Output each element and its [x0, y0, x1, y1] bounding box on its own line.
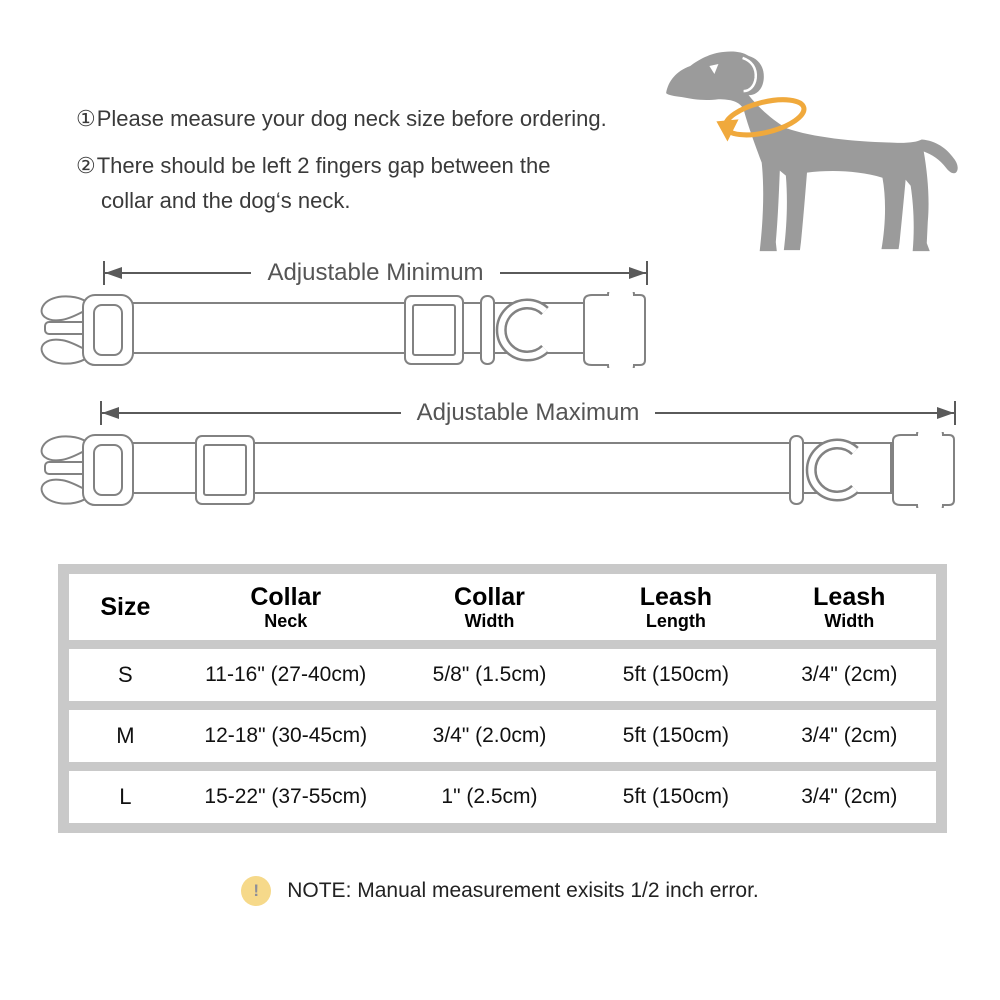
- cell-leash-width: 3/4" (2cm): [801, 724, 898, 747]
- dimension-endbar: [646, 261, 648, 285]
- cell-size: S: [118, 662, 133, 687]
- instruction-item: [76, 148, 651, 218]
- cell-collar-neck: 11-16" (27-40cm): [205, 663, 367, 686]
- cell-leash-width: 3/4" (2cm): [801, 663, 898, 686]
- column-header-size: Size: [100, 592, 151, 621]
- buckle-male-icon: [42, 295, 133, 365]
- dog-illustration: [652, 28, 964, 266]
- buckle-female-icon: [893, 432, 954, 508]
- arrowhead-right-icon: [937, 407, 954, 419]
- instruction-text: Please measure your dog neck size before ordering.: [96, 106, 607, 131]
- strap-keeper-icon: [790, 436, 803, 504]
- size-table: [58, 564, 947, 833]
- dimension-line: [105, 272, 251, 274]
- table-row: [69, 710, 936, 762]
- cell-leash-length: 5ft (150cm): [622, 724, 729, 747]
- instruction-item: [76, 101, 651, 136]
- table-row: [69, 771, 936, 823]
- cell-collar-width: 1" (2.5cm): [441, 785, 538, 808]
- cell-collar-width: 3/4" (2.0cm): [432, 724, 547, 747]
- arrowhead-left-icon: [102, 407, 119, 419]
- instruction-number: ①: [76, 106, 96, 131]
- dimension-label: Adjustable Minimum: [267, 259, 484, 286]
- cell-collar-neck: 12-18" (30-45cm): [204, 724, 368, 747]
- cell-collar-width: 5/8" (1.5cm): [432, 663, 547, 686]
- buckle-male-icon: [42, 435, 133, 505]
- strap-keeper-icon: [481, 296, 494, 364]
- table-row: [69, 649, 936, 701]
- max-dimension-arrow: [100, 400, 956, 426]
- dog-silhouette: [666, 52, 958, 252]
- dimension-line: [655, 412, 954, 414]
- table-header-row: [69, 574, 936, 640]
- cell-size: L: [119, 784, 132, 809]
- instructions-section: [76, 101, 651, 230]
- dimension-endbar: [954, 401, 956, 425]
- tri-glide-slider-icon: [196, 436, 254, 504]
- instruction-text: collar and the dog‘s neck.: [101, 188, 351, 213]
- tri-glide-slider-icon: [405, 296, 463, 364]
- note-section: [0, 876, 1000, 906]
- cell-collar-neck: 15-22" (37-55cm): [204, 785, 368, 808]
- dimension-line: [102, 412, 401, 414]
- cell-leash-length: 5ft (150cm): [622, 785, 729, 808]
- dimension-label: Adjustable Maximum: [416, 399, 640, 426]
- note-text: NOTE: Manual measurement exisits 1/2 inch error.: [287, 879, 759, 902]
- min-dimension-arrow: [103, 260, 648, 286]
- dimension-line: [500, 272, 646, 274]
- cell-leash-width: 3/4" (2cm): [801, 785, 898, 808]
- instruction-text: There should be left 2 fingers gap between the: [96, 153, 551, 178]
- cell-size: M: [116, 723, 135, 748]
- instruction-number: ②: [76, 153, 96, 178]
- column-header-collar-neck: Collar Neck: [250, 582, 322, 631]
- arrowhead-left-icon: [105, 267, 122, 279]
- note-exclamation-icon: !: [241, 876, 271, 906]
- collar-minimum-diagram: [33, 292, 651, 368]
- column-header-leash-width: Leash Width: [813, 582, 886, 631]
- collar-maximum-diagram: [33, 432, 958, 508]
- arrowhead-right-icon: [629, 267, 646, 279]
- buckle-female-icon: [584, 292, 645, 368]
- cell-leash-length: 5ft (150cm): [622, 663, 729, 686]
- column-header-leash-length: Leash Length: [639, 582, 713, 631]
- column-header-collar-width: Collar Width: [454, 582, 525, 631]
